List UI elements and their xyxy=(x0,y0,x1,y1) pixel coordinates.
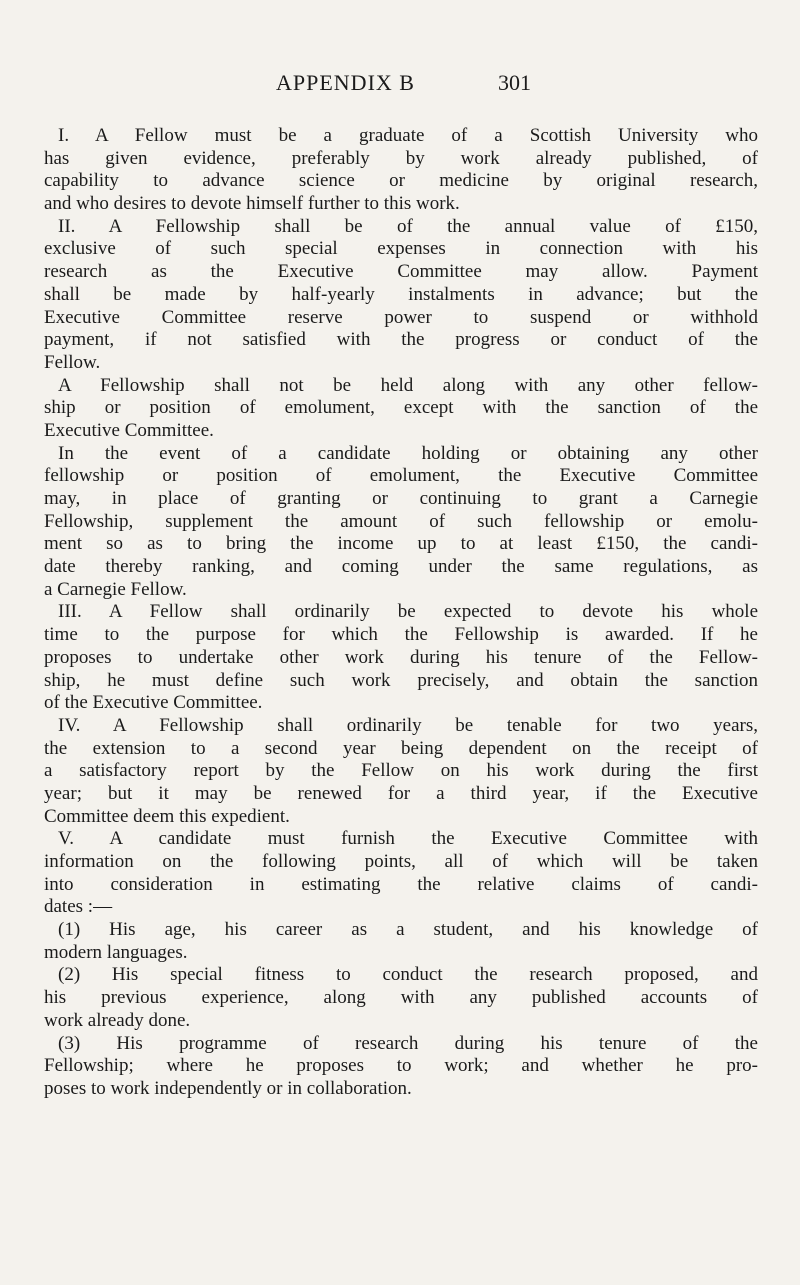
text-line: of the Executive Committee. xyxy=(44,692,263,714)
text-line: a Carnegie Fellow. xyxy=(44,578,187,600)
paragraph-point-2 xyxy=(44,964,758,1032)
text-line: date thereby ranking, and coming under the same regulations, as xyxy=(44,556,758,578)
text-line: III. A Fellow shall ordinarily be expected to devote his whole xyxy=(58,601,758,623)
running-head xyxy=(0,70,800,100)
page-number: 301 xyxy=(498,70,531,95)
text-line: In the event of a candidate holding or obtaining any other xyxy=(58,442,758,464)
text-line: ment so as to bring the income up to at least £150, the candi- xyxy=(44,533,758,555)
body-text xyxy=(44,125,758,1101)
text-line: work already done. xyxy=(44,1009,191,1031)
text-line: (1) His age, his career as a student, and his knowledge of xyxy=(58,919,758,941)
text-line: research as the Executive Committee may allow. Payment xyxy=(44,261,758,283)
text-line: ship or position of emolument, except with the sanction of the xyxy=(44,397,758,419)
text-line: I. A Fellow must be a graduate of a Scottish University who xyxy=(58,125,758,146)
text-line: his previous experience, along with any published accounts of xyxy=(44,987,758,1009)
text-line: ship, he must define such work precisely, and obtain the sanction xyxy=(44,669,758,691)
text-line: proposes to undertake other work during his tenure of the Fellow- xyxy=(44,646,758,668)
text-line: Executive Committee reserve power to suspend or withhold xyxy=(44,306,758,328)
paragraph-clause-5 xyxy=(44,828,758,919)
running-title: APPENDIX B xyxy=(276,70,415,95)
text-line: and who desires to devote himself further to this work. xyxy=(44,193,460,215)
paragraph-clause-2 xyxy=(44,216,758,375)
text-line: may, in place of granting or continuing to grant a Carnegie xyxy=(44,488,758,509)
text-line: Fellowship; where he proposes to work; and whether he pro- xyxy=(44,1055,758,1077)
text-line: capability to advance science or medicine by original research, xyxy=(44,170,758,192)
text-line: Committee deem this expedient. xyxy=(44,805,290,827)
paragraph-clause-4 xyxy=(44,715,758,828)
text-line: poses to work independently or in collaboration. xyxy=(44,1077,412,1099)
text-line: dates :— xyxy=(44,896,113,918)
paragraph-other-fellowship xyxy=(44,375,758,443)
text-line: IV. A Fellowship shall ordinarily be tenable for two years, xyxy=(58,714,758,736)
paragraph-point-1 xyxy=(44,919,758,964)
text-line: shall be made by half-yearly instalments in advance; but the xyxy=(44,283,758,305)
text-line: the extension to a second year being dependent on the receipt of xyxy=(44,737,758,759)
text-line: time to the purpose for which the Fellowship is awarded. If he xyxy=(44,624,758,646)
text-line: modern languages. xyxy=(44,941,188,963)
paragraph-point-3 xyxy=(44,1033,758,1101)
text-line: payment, if not satisfied with the progress or conduct of the xyxy=(44,329,758,351)
text-line: Executive Committee. xyxy=(44,419,214,441)
text-line: V. A candidate must furnish the Executive Committee with xyxy=(58,828,758,850)
text-line: Fellowship, supplement the amount of such fellowship or emolu- xyxy=(44,510,758,532)
text-line: A Fellowship shall not be held along with any other fellow- xyxy=(58,374,758,396)
text-line: information on the following points, all of which will be taken xyxy=(44,851,758,872)
text-line: a satisfactory report by the Fellow on his work during the first xyxy=(44,760,758,782)
text-line: year; but it may be renewed for a third year, if the Executive xyxy=(44,782,758,804)
text-line: has given evidence, preferably by work already published, of xyxy=(44,147,758,169)
paragraph-clause-1 xyxy=(44,125,758,216)
text-line: fellowship or position of emolument, the Executive Committee xyxy=(44,465,758,487)
paragraph-supplement xyxy=(44,443,758,602)
text-line: (2) His special fitness to conduct the research proposed, and xyxy=(58,964,758,986)
text-line: II. A Fellowship shall be of the annual value of £150, xyxy=(58,215,758,237)
text-line: Fellow. xyxy=(44,351,101,373)
text-line: exclusive of such special expenses in connection with his xyxy=(44,238,758,260)
text-line: into consideration in estimating the relative claims of candi- xyxy=(44,873,758,895)
text-line: (3) His programme of research during his tenure of the xyxy=(58,1032,758,1054)
paragraph-clause-3 xyxy=(44,601,758,714)
